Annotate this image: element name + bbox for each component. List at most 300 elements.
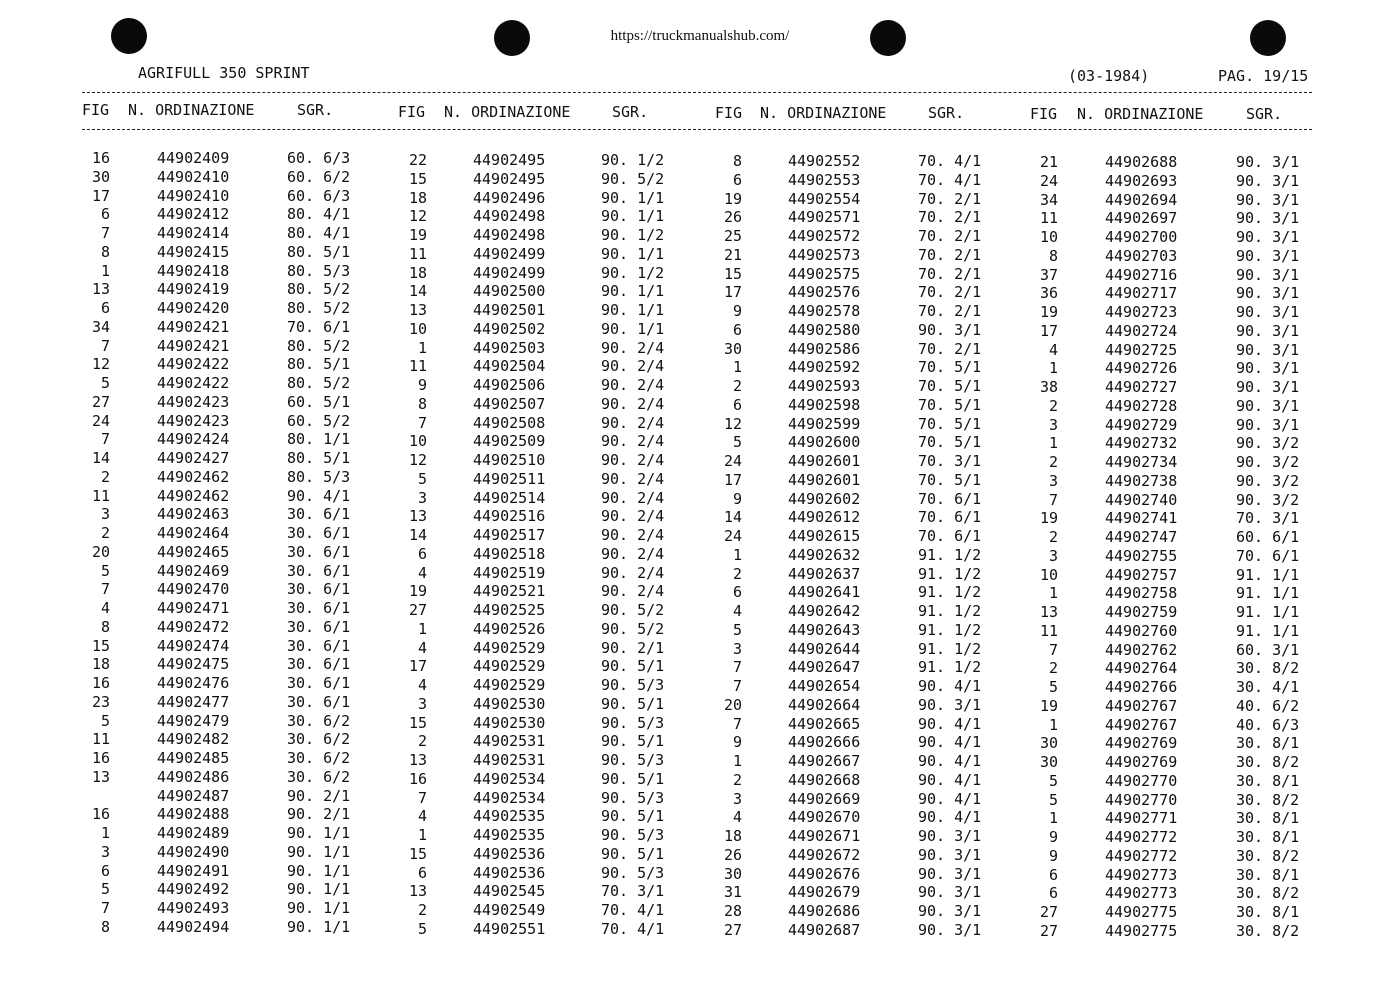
order-number-cell: 44902535 <box>473 826 546 844</box>
sgr-cell: 60. 6/3 <box>287 186 351 205</box>
fig-cell: 6 <box>417 544 427 563</box>
order-number-cell: 44902703 <box>1105 246 1178 265</box>
order-number-cell: 44902632 <box>788 545 861 564</box>
sgr-cell: 70. 6/1 <box>918 508 982 527</box>
order-number-cell: 44902667 <box>788 752 861 770</box>
fig-cell: 30 <box>1039 753 1058 771</box>
sgr-cell: 90. 3/1 <box>1236 153 1300 171</box>
order-number-cell: 44902462 <box>157 467 230 486</box>
page-title: AGRIFULL 350 SPRINT <box>138 64 310 82</box>
sgr-cell: 80. 4/1 <box>287 224 351 242</box>
punch-hole <box>494 20 530 56</box>
fig-cell: 18 <box>91 655 110 674</box>
fig-cell: 34 <box>1039 190 1058 209</box>
sgr-cell: 80. 5/2 <box>287 280 351 299</box>
order-number-cell: 44902488 <box>157 805 230 824</box>
sgr-cell: 90. 3/1 <box>1236 396 1300 415</box>
column-header-fig: FIG <box>715 104 743 122</box>
sgr-cell: 90. 3/1 <box>1236 321 1300 340</box>
sgr-cell: 90. 3/1 <box>918 883 982 902</box>
sgr-cell: 30. 6/1 <box>287 599 351 617</box>
sgr-cell: 60. 6/3 <box>287 149 351 167</box>
order-number-cell: 44902642 <box>788 602 861 620</box>
sgr-cell: 90. 3/1 <box>918 827 982 845</box>
fig-cell: 4 <box>1048 340 1058 359</box>
fig-cell: 18 <box>408 188 427 207</box>
sgr-cell: 90. 2/4 <box>601 338 665 357</box>
fig-cell: 7 <box>100 899 110 917</box>
order-number-cell: 44902773 <box>1105 884 1178 903</box>
fig-cell: 27 <box>723 920 742 939</box>
order-number-cell: 44902421 <box>157 317 230 336</box>
sgr-cell: 90. 2/1 <box>287 786 351 805</box>
order-number-cell: 44902529 <box>473 657 546 676</box>
order-number-cell: 44902409 <box>157 149 230 167</box>
sgr-cell: 90. 2/4 <box>601 376 665 394</box>
sgr-cell: 90. 1/1 <box>287 842 351 861</box>
fig-cell: 7 <box>100 580 110 599</box>
fig-cell: 1 <box>417 826 427 844</box>
order-number-cell: 44902551 <box>473 919 546 938</box>
sgr-cell: 30. 8/2 <box>1236 921 1300 940</box>
sgr-cell: 30. 8/2 <box>1236 846 1300 865</box>
fig-cell: 9 <box>1048 846 1058 865</box>
fig-cell: 1 <box>1048 434 1058 453</box>
order-number-cell: 44902503 <box>473 338 546 357</box>
sgr-cell: 90. 5/1 <box>601 732 665 751</box>
column-header-order-number: N. ORDINAZIONE <box>1077 105 1204 123</box>
sgr-cell: 70. 6/1 <box>918 489 982 508</box>
fig-cell: 3 <box>732 789 742 808</box>
sgr-cell: 30. 6/1 <box>287 561 351 580</box>
watermark-url[interactable]: https://truckmanualshub.com/ <box>610 28 790 44</box>
fig-cell: 7 <box>732 658 742 677</box>
sgr-cell: 70. 2/1 <box>918 189 982 208</box>
fig-cell: 5 <box>732 433 742 452</box>
order-number-cell: 44902726 <box>1105 359 1178 378</box>
sgr-cell: 30. 8/1 <box>1236 809 1300 828</box>
sgr-cell: 30. 6/1 <box>287 674 351 692</box>
order-number-cell: 44902757 <box>1105 565 1178 584</box>
fig-cell: 24 <box>723 527 742 545</box>
order-number-cell: 44902679 <box>788 883 861 902</box>
fig-cell: 7 <box>417 788 427 807</box>
order-number-cell: 44902644 <box>788 639 861 658</box>
fig-cell: 2 <box>732 377 742 395</box>
fig-cell: 4 <box>417 563 427 582</box>
order-number-cell: 44902421 <box>157 336 230 355</box>
sgr-cell: 30. 6/1 <box>287 524 351 542</box>
sgr-cell: 30. 6/2 <box>287 767 351 786</box>
order-number-cell: 44902670 <box>788 808 861 827</box>
order-number-cell: 44902498 <box>473 226 546 244</box>
sgr-cell: 60. 6/2 <box>287 167 351 186</box>
fig-cell: 30 <box>91 167 110 186</box>
sgr-cell: 90. 5/1 <box>601 657 665 676</box>
fig-cell: 26 <box>723 845 742 864</box>
order-number-cell: 44902571 <box>788 208 861 227</box>
order-number-cell: 44902521 <box>473 582 546 601</box>
sgr-cell: 90. 5/1 <box>601 807 665 826</box>
sgr-cell: 90. 2/4 <box>601 413 665 432</box>
fig-cell: 8 <box>100 242 110 261</box>
sgr-cell: 90. 1/2 <box>601 263 665 282</box>
fig-cell: 6 <box>417 863 427 882</box>
fig-cell: 6 <box>1048 865 1058 884</box>
order-number-cell: 44902536 <box>473 844 546 863</box>
fig-cell: 16 <box>91 805 110 824</box>
order-number-cell: 44902516 <box>473 507 546 526</box>
sgr-cell: 90. 3/1 <box>1236 246 1300 265</box>
fig-cell: 19 <box>1039 509 1058 528</box>
order-number-cell: 44902498 <box>473 207 546 226</box>
order-number-cell: 44902506 <box>473 376 546 394</box>
order-number-cell: 44902423 <box>157 411 230 430</box>
fig-cell: 4 <box>732 808 742 827</box>
fig-cell: 15 <box>91 636 110 655</box>
order-number-cell: 44902501 <box>473 301 546 319</box>
order-number-cell: 44902694 <box>1105 190 1178 209</box>
fig-cell: 4 <box>417 638 427 657</box>
sgr-cell: 90. 2/1 <box>601 638 665 657</box>
order-number-cell: 44902510 <box>473 451 546 469</box>
column-header-order-number: N. ORDINAZIONE <box>444 103 571 121</box>
order-number-cell: 44902727 <box>1105 378 1178 396</box>
order-number-cell: 44902769 <box>1105 753 1178 771</box>
fig-cell: 30 <box>723 864 742 883</box>
fig-cell: 10 <box>1039 565 1058 584</box>
order-number-cell: 44902517 <box>473 526 546 544</box>
punch-hole <box>1250 20 1286 56</box>
order-number-cell: 44902700 <box>1105 228 1178 246</box>
order-number-cell: 44902464 <box>157 524 230 542</box>
fig-cell: 30 <box>1039 734 1058 753</box>
fig-cell: 14 <box>91 449 110 467</box>
order-number-cell: 44902760 <box>1105 621 1178 640</box>
order-number-cell: 44902531 <box>473 751 546 769</box>
fig-cell: 9 <box>732 302 742 320</box>
fig-cell: 26 <box>723 208 742 227</box>
order-number-cell: 44902767 <box>1105 715 1178 734</box>
order-number-cell: 44902686 <box>788 902 861 920</box>
column-header-order-number: N. ORDINAZIONE <box>760 104 887 122</box>
fig-cell: 14 <box>408 282 427 301</box>
sgr-cell: 60. 5/2 <box>287 411 351 430</box>
order-number-cell: 44902526 <box>473 619 546 638</box>
order-number-cell: 44902741 <box>1105 509 1178 528</box>
fig-cell: 19 <box>1039 696 1058 715</box>
order-number-cell: 44902666 <box>788 733 861 752</box>
column-header-sgr: SGR. <box>1246 105 1283 123</box>
sgr-cell: 90. 1/2 <box>601 226 665 244</box>
order-number-cell: 44902575 <box>788 264 861 283</box>
sgr-cell: 90. 3/1 <box>918 902 982 920</box>
sgr-cell: 80. 5/2 <box>287 374 351 392</box>
fig-cell: 20 <box>723 695 742 714</box>
fig-cell: 17 <box>91 186 110 205</box>
sgr-cell: 70. 6/1 <box>918 527 982 545</box>
fig-cell: 8 <box>732 152 742 170</box>
order-number-cell: 44902671 <box>788 827 861 845</box>
order-number-cell: 44902654 <box>788 677 861 695</box>
sgr-cell: 40. 6/2 <box>1236 696 1300 715</box>
fig-cell: 19 <box>408 226 427 244</box>
fig-cell: 27 <box>91 392 110 411</box>
fig-cell: 17 <box>723 470 742 489</box>
fig-cell: 9 <box>1048 828 1058 846</box>
fig-cell: 7 <box>732 714 742 733</box>
sgr-cell: 30. 6/1 <box>287 692 351 711</box>
sgr-cell: 30. 6/1 <box>287 636 351 655</box>
sgr-cell: 90. 1/1 <box>601 188 665 207</box>
sgr-cell: 90. 3/1 <box>918 845 982 864</box>
fig-cell: 36 <box>1039 284 1058 303</box>
fig-cell: 3 <box>1048 415 1058 434</box>
order-number-cell: 44902471 <box>157 599 230 617</box>
fig-cell: 7 <box>100 336 110 355</box>
sgr-cell: 90. 2/4 <box>601 357 665 376</box>
sgr-cell: 70. 3/1 <box>601 882 665 901</box>
sgr-cell: 30. 6/2 <box>287 730 351 749</box>
order-number-cell: 44902470 <box>157 580 230 599</box>
order-number-cell: 44902615 <box>788 527 861 545</box>
order-number-cell: 44902529 <box>473 676 546 694</box>
fig-cell: 6 <box>732 395 742 414</box>
document-date: (03-1984) <box>1068 67 1150 85</box>
fig-cell: 1 <box>1048 359 1058 378</box>
fig-cell: 1 <box>732 358 742 377</box>
fig-cell: 8 <box>417 394 427 413</box>
order-number-cell: 44902716 <box>1105 265 1178 284</box>
order-number-cell: 44902734 <box>1105 453 1178 471</box>
order-number-cell: 44902668 <box>788 770 861 789</box>
fig-cell: 16 <box>408 769 427 788</box>
order-number-cell: 44902612 <box>788 508 861 527</box>
order-number-cell: 44902412 <box>157 205 230 224</box>
sgr-cell: 90. 4/1 <box>918 752 982 770</box>
fig-cell: 7 <box>417 413 427 432</box>
sgr-cell: 80. 5/2 <box>287 299 351 317</box>
fig-cell: 11 <box>408 357 427 376</box>
order-number-cell: 44902693 <box>1105 171 1178 190</box>
sgr-cell: 70. 4/1 <box>918 152 982 170</box>
order-number-cell: 44902724 <box>1105 321 1178 340</box>
punch-hole <box>870 20 906 56</box>
sgr-cell: 91. 1/1 <box>1236 584 1300 603</box>
column-header-sgr: SGR. <box>297 101 334 119</box>
sgr-cell: 70. 3/1 <box>918 452 982 470</box>
order-number-cell: 44902592 <box>788 358 861 377</box>
sgr-cell: 70. 2/1 <box>918 339 982 358</box>
sgr-cell: 91. 1/2 <box>918 564 982 583</box>
order-number-cell: 44902423 <box>157 392 230 411</box>
sgr-cell: 60. 5/1 <box>287 392 351 411</box>
sgr-cell: 30. 8/1 <box>1236 771 1300 790</box>
sgr-cell: 90. 3/1 <box>918 864 982 883</box>
fig-cell: 13 <box>408 882 427 901</box>
order-number-cell: 44902773 <box>1105 865 1178 884</box>
sgr-cell: 30. 8/2 <box>1236 659 1300 678</box>
order-number-cell: 44902600 <box>788 433 861 452</box>
sgr-cell: 90. 1/1 <box>287 824 351 842</box>
fig-cell: 15 <box>723 264 742 283</box>
sgr-cell: 90. 1/1 <box>601 207 665 226</box>
fig-cell: 13 <box>91 280 110 299</box>
sgr-cell: 90. 3/2 <box>1236 471 1300 490</box>
fig-cell: 1 <box>417 338 427 357</box>
sgr-cell: 70. 4/1 <box>601 919 665 938</box>
order-number-cell: 44902758 <box>1105 584 1178 603</box>
fig-cell: 9 <box>732 733 742 752</box>
fig-cell: 4 <box>417 807 427 826</box>
sgr-cell: 91. 1/1 <box>1236 565 1300 584</box>
sgr-cell: 70. 3/1 <box>1236 509 1300 528</box>
order-number-cell: 44902572 <box>788 227 861 245</box>
order-number-cell: 44902490 <box>157 842 230 861</box>
fig-cell: 2 <box>1048 453 1058 471</box>
order-number-cell: 44902508 <box>473 413 546 432</box>
fig-cell: 13 <box>408 507 427 526</box>
fig-cell: 3 <box>417 694 427 713</box>
sgr-cell: 90. 3/1 <box>1236 284 1300 303</box>
fig-cell: 30 <box>723 339 742 358</box>
order-number-cell: 44902489 <box>157 824 230 842</box>
sgr-cell: 90. 2/4 <box>601 507 665 526</box>
fig-cell: 13 <box>408 301 427 319</box>
fig-cell: 5 <box>732 620 742 639</box>
fig-cell: 17 <box>723 283 742 302</box>
fig-cell: 5 <box>1048 678 1058 696</box>
fig-cell: 13 <box>91 767 110 786</box>
sgr-cell: 90. 2/4 <box>601 488 665 507</box>
order-number-cell: 44902472 <box>157 617 230 636</box>
fig-cell: 1 <box>1048 584 1058 603</box>
fig-cell: 10 <box>408 319 427 338</box>
fig-cell: 4 <box>417 676 427 694</box>
order-number-cell: 44902507 <box>473 394 546 413</box>
order-number-cell: 44902598 <box>788 395 861 414</box>
sgr-cell: 70. 5/1 <box>918 414 982 433</box>
fig-cell: 11 <box>1039 209 1058 228</box>
order-number-cell: 44902580 <box>788 320 861 339</box>
punch-hole <box>111 18 147 54</box>
fig-cell: 20 <box>91 542 110 561</box>
order-number-cell: 44902593 <box>788 377 861 395</box>
sgr-cell: 90. 3/1 <box>1236 303 1300 321</box>
sgr-cell: 70. 2/1 <box>918 227 982 245</box>
order-number-cell: 44902422 <box>157 374 230 392</box>
fig-cell: 6 <box>732 583 742 602</box>
fig-cell: 17 <box>1039 321 1058 340</box>
sgr-cell: 70. 2/1 <box>918 245 982 264</box>
fig-cell: 1 <box>732 752 742 770</box>
fig-cell: 6 <box>732 170 742 189</box>
order-number-cell: 44902474 <box>157 636 230 655</box>
order-number-cell: 44902514 <box>473 488 546 507</box>
sgr-cell: 70. 4/1 <box>918 170 982 189</box>
column-header-sgr: SGR. <box>928 104 965 122</box>
order-number-cell: 44902665 <box>788 714 861 733</box>
fig-cell: 16 <box>91 749 110 767</box>
sgr-cell: 90. 4/1 <box>918 714 982 733</box>
sgr-cell: 90. 3/1 <box>1236 171 1300 190</box>
fig-cell: 10 <box>1039 228 1058 246</box>
order-number-cell: 44902496 <box>473 188 546 207</box>
order-number-cell: 44902549 <box>473 901 546 919</box>
sgr-cell: 90. 1/1 <box>601 301 665 319</box>
sgr-cell: 90. 1/1 <box>287 917 351 936</box>
sgr-cell: 90. 3/1 <box>1236 228 1300 246</box>
sgr-cell: 90. 3/2 <box>1236 434 1300 453</box>
order-number-cell: 44902493 <box>157 899 230 917</box>
order-number-cell: 44902770 <box>1105 790 1178 809</box>
fig-cell: 16 <box>91 149 110 167</box>
fig-cell: 12 <box>408 207 427 226</box>
order-number-cell: 44902499 <box>473 244 546 263</box>
sgr-cell: 30. 8/2 <box>1236 884 1300 903</box>
sgr-cell: 90. 1/1 <box>601 244 665 263</box>
fig-cell: 27 <box>408 601 427 619</box>
order-number-cell: 44902643 <box>788 620 861 639</box>
divider-top <box>82 92 1312 93</box>
sgr-cell: 30. 8/1 <box>1236 734 1300 753</box>
order-number-cell: 44902502 <box>473 319 546 338</box>
fig-cell: 24 <box>1039 171 1058 190</box>
sgr-cell: 70. 2/1 <box>918 208 982 227</box>
fig-cell: 38 <box>1039 378 1058 396</box>
sgr-cell: 30. 6/1 <box>287 542 351 561</box>
fig-cell: 4 <box>100 599 110 617</box>
sgr-cell: 30. 6/1 <box>287 580 351 599</box>
sgr-cell: 90. 3/1 <box>918 920 982 939</box>
order-number-cell: 44902775 <box>1105 903 1178 921</box>
sgr-cell: 80. 5/3 <box>287 467 351 486</box>
fig-cell: 21 <box>723 245 742 264</box>
sgr-cell: 30. 8/2 <box>1236 790 1300 809</box>
sgr-cell: 91. 1/1 <box>1236 603 1300 621</box>
order-number-cell: 44902475 <box>157 655 230 674</box>
sgr-cell: 90. 5/1 <box>601 694 665 713</box>
order-number-cell: 44902576 <box>788 283 861 302</box>
order-number-cell: 44902725 <box>1105 340 1178 359</box>
fig-cell: 6 <box>100 205 110 224</box>
sgr-cell: 70. 2/1 <box>918 283 982 302</box>
sgr-cell: 91. 1/2 <box>918 583 982 602</box>
fig-cell: 27 <box>1039 921 1058 940</box>
fig-cell: 3 <box>732 639 742 658</box>
fig-cell: 5 <box>100 374 110 392</box>
sgr-cell: 30. 4/1 <box>1236 678 1300 696</box>
fig-cell: 6 <box>732 320 742 339</box>
sgr-cell: 90. 5/2 <box>601 169 665 188</box>
fig-cell: 25 <box>723 227 742 245</box>
order-number-cell: 44902755 <box>1105 546 1178 565</box>
sgr-cell: 90. 5/3 <box>601 863 665 882</box>
sgr-cell: 80. 5/1 <box>287 449 351 467</box>
fig-cell: 19 <box>723 189 742 208</box>
fig-cell: 11 <box>91 486 110 505</box>
fig-cell: 27 <box>1039 903 1058 921</box>
sgr-cell: 90. 5/1 <box>601 844 665 863</box>
fig-cell: 5 <box>100 880 110 899</box>
fig-cell: 6 <box>100 299 110 317</box>
sgr-cell: 40. 6/3 <box>1236 715 1300 734</box>
order-number-cell: 44902578 <box>788 302 861 320</box>
fig-cell: 7 <box>100 224 110 242</box>
order-number-cell: 44902647 <box>788 658 861 677</box>
fig-cell: 2 <box>1048 528 1058 546</box>
sgr-cell: 90. 5/3 <box>601 676 665 694</box>
